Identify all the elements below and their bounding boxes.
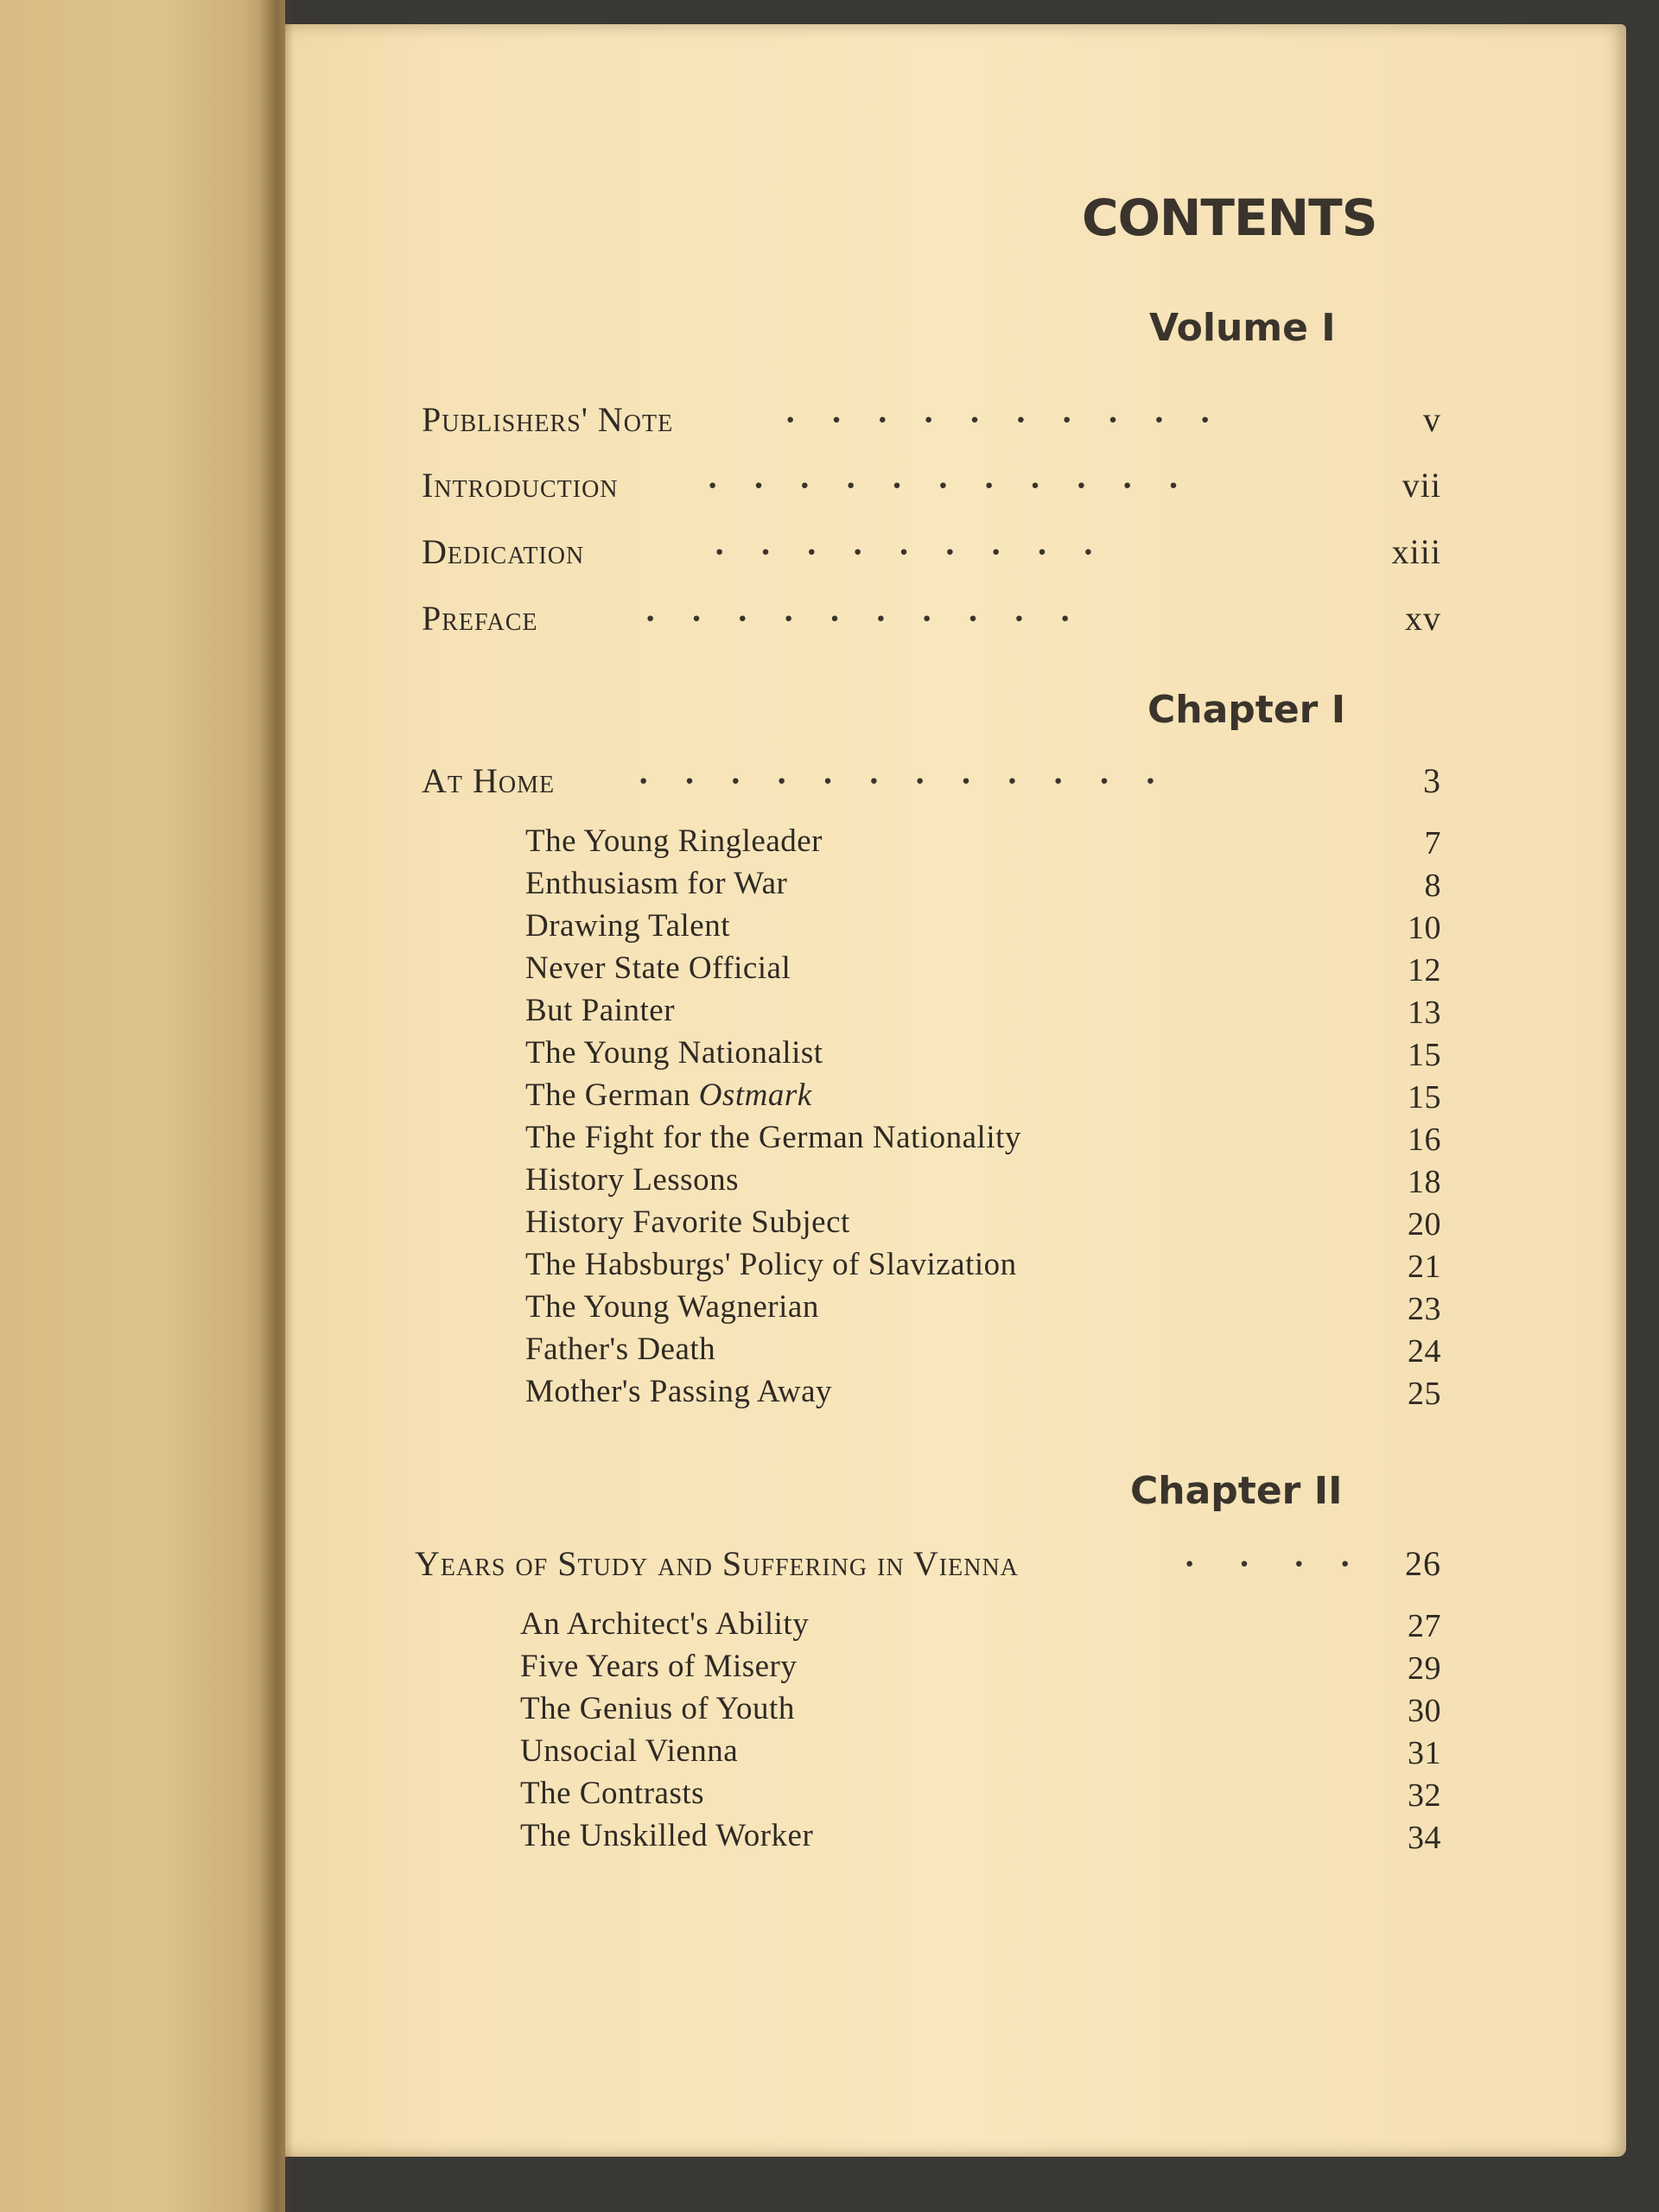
section-page-number: 21 <box>1408 1249 1441 1285</box>
section-label <box>525 1077 812 1114</box>
list-item <box>520 1690 1441 1732</box>
entry-page-number: 26 <box>1405 1544 1441 1583</box>
section-page-number: 30 <box>1408 1693 1441 1729</box>
list-item <box>525 1077 1441 1119</box>
toc-entry-introduction <box>422 465 1441 517</box>
list-item <box>525 823 1441 865</box>
section-label: History Favorite Subject <box>525 1205 850 1240</box>
section-page-number: 13 <box>1408 995 1441 1031</box>
section-page-number: 7 <box>1424 825 1441 861</box>
chapter-title: Years of Study and Suffering in Vienna <box>415 1544 1019 1583</box>
list-item <box>525 1288 1441 1331</box>
section-page-number: 16 <box>1408 1122 1441 1158</box>
section-label: Mother's Passing Away <box>525 1374 832 1409</box>
section-page-number: 25 <box>1408 1376 1441 1412</box>
section-page-number: 32 <box>1408 1777 1441 1814</box>
volume-heading: Volume I <box>1149 306 1336 350</box>
list-item <box>525 907 1441 950</box>
toc-entry-publishers-note <box>422 399 1441 451</box>
section-page-number: 10 <box>1408 910 1441 946</box>
list-item <box>520 1817 1441 1859</box>
list-item <box>525 1119 1441 1161</box>
list-item <box>525 1373 1441 1415</box>
section-label: The Young Wagnerian <box>525 1289 819 1325</box>
chapter-2-sections <box>520 1605 1441 1859</box>
leader-dots: · · · · · · · · · · · · <box>638 761 1157 800</box>
section-label: Enthusiasm for War <box>525 866 788 901</box>
list-item <box>525 1204 1441 1246</box>
entry-label: Preface <box>422 599 538 638</box>
list-item <box>520 1605 1441 1648</box>
entry-label: Dedication <box>422 532 585 571</box>
section-label: An Architect's Ability <box>520 1606 810 1642</box>
facing-page <box>0 0 285 2212</box>
section-page-number: 15 <box>1408 1079 1441 1116</box>
entry-page-number: xv <box>1405 599 1441 638</box>
entry-page-number: 3 <box>1423 761 1441 800</box>
section-page-number: 29 <box>1408 1650 1441 1687</box>
section-page-number: 34 <box>1408 1820 1441 1856</box>
list-item <box>520 1775 1441 1817</box>
list-item <box>525 1246 1441 1288</box>
entry-label: Publishers' Note <box>422 400 674 439</box>
section-page-number: 18 <box>1408 1164 1441 1200</box>
section-page-number: 23 <box>1408 1291 1441 1327</box>
toc-entry-chapter-1 <box>422 760 1441 812</box>
chapter-heading: Chapter I <box>1147 688 1346 732</box>
section-page-number: 12 <box>1408 952 1441 988</box>
section-label: The Young Ringleader <box>525 823 823 859</box>
section-label: Never State Official <box>525 950 791 986</box>
section-label: The Young Nationalist <box>525 1035 823 1071</box>
section-label: Unsocial Vienna <box>520 1733 739 1769</box>
section-page-number: 27 <box>1408 1608 1441 1644</box>
section-page-number: 20 <box>1408 1206 1441 1243</box>
list-item <box>525 992 1441 1034</box>
leader-dots: · · · · · · · · · · <box>785 400 1211 439</box>
leader-dots: · · · · · · · · · <box>714 532 1095 571</box>
leader-dots: · · · · · · · · · · · <box>707 466 1179 505</box>
entry-page-number: xiii <box>1391 532 1441 571</box>
section-label: The Contrasts <box>520 1776 705 1811</box>
section-label: Drawing Talent <box>525 908 730 944</box>
section-label-italic: Ostmark <box>698 1077 812 1113</box>
section-page-number: 24 <box>1408 1333 1441 1370</box>
toc-entry-preface <box>422 598 1441 650</box>
list-item <box>520 1732 1441 1775</box>
entry-label: Introduction <box>422 466 619 505</box>
book-gutter <box>259 0 294 2212</box>
section-label: The Habsburgs' Policy of Slavization <box>525 1247 1017 1282</box>
list-item <box>525 1161 1441 1204</box>
section-label: Five Years of Misery <box>520 1649 798 1684</box>
section-label: The Fight for the German Nationality <box>525 1120 1021 1155</box>
toc-entry-dedication <box>422 531 1441 583</box>
page-title: CONTENTS <box>1082 188 1377 247</box>
leader-dots: · · · · <box>1184 1544 1351 1583</box>
section-page-number: 15 <box>1408 1037 1441 1073</box>
list-item <box>525 950 1441 992</box>
section-label: The Unskilled Worker <box>520 1818 814 1853</box>
leader-dots: · · · · · · · · · · <box>645 599 1071 638</box>
section-label: But Painter <box>525 993 676 1028</box>
chapter-heading: Chapter II <box>1130 1469 1343 1513</box>
list-item <box>525 865 1441 907</box>
section-label: History Lessons <box>525 1162 739 1198</box>
chapter-1-sections <box>525 823 1441 1415</box>
section-label: The Genius of Youth <box>520 1691 795 1726</box>
list-item <box>525 1331 1441 1373</box>
entry-page-number: vii <box>1402 466 1441 505</box>
toc-entry-chapter-2 <box>415 1543 1441 1595</box>
entry-page-number: v <box>1423 400 1441 439</box>
section-label: Father's Death <box>525 1332 716 1367</box>
section-page-number: 8 <box>1424 868 1441 904</box>
section-label-text: The German <box>525 1077 699 1113</box>
chapter-title: At Home <box>422 761 556 800</box>
list-item <box>520 1648 1441 1690</box>
section-page-number: 31 <box>1408 1735 1441 1771</box>
list-item <box>525 1034 1441 1077</box>
